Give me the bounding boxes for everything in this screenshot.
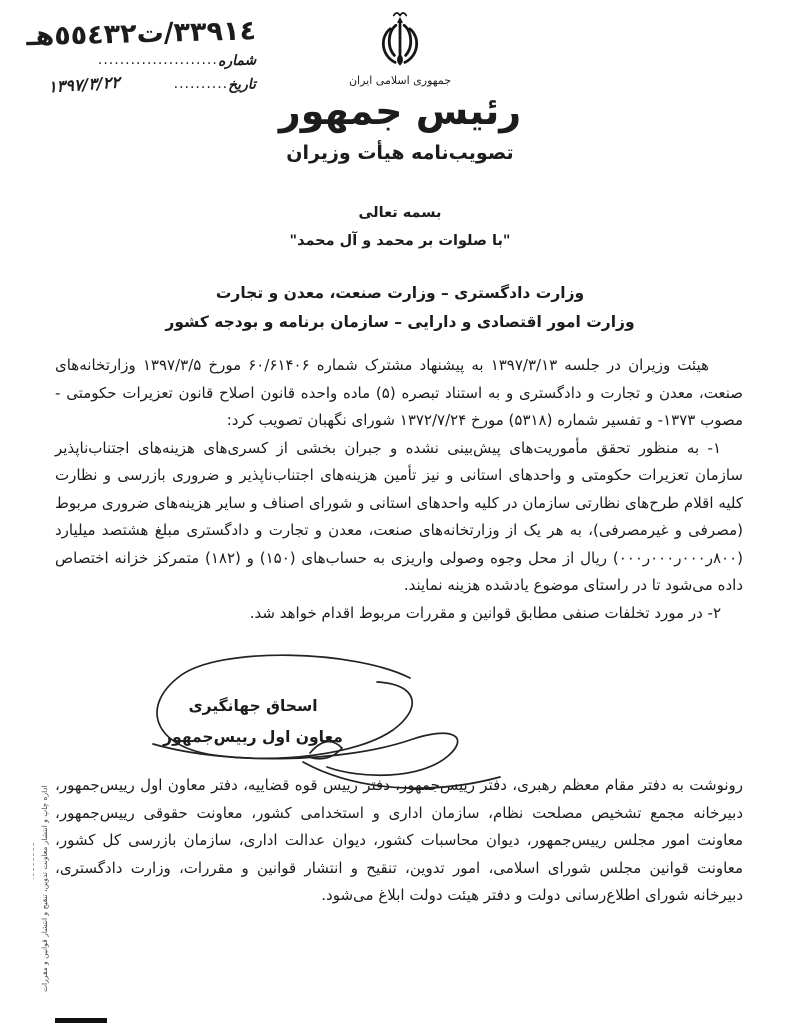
addressee-lines: [0, 279, 800, 337]
signature-block: [148, 697, 358, 746]
handwritten-document-number: ٣٣٩١٤/ت٥٥٤٣٢هـ: [25, 15, 257, 53]
bottom-left-registration-bar: [55, 1018, 107, 1023]
besmele-line: بسمه تعالی: [358, 205, 442, 221]
number-label: شماره: [217, 52, 257, 70]
clause-2-paragraph: ۲- در مورد تخلفات صنفی مطابق قوانین و مقررات مربوط اقدام خواهد شد.: [249, 603, 721, 622]
addressee-line-2: وزارت امور اقتصادی و دارایی – سازمان برنامه و بودجه کشور: [165, 313, 635, 331]
left-margin-print-note: اداره چاپ و انتشار معاونت تدوین، تنقیح و انتشار قوانین و مقررات: [40, 785, 49, 992]
intro-paragraph: هیئت وزیران در جلسه ۱۳۹۷/۳/۱۳ به پیشنهاد مشترک شماره ۶۰/۶۱۴۰۶ مورخ ۱۳۹۷/۳/۵ وزارتخانه‌های صنعت، معدن و تجارت و دادگستری و به استناد تبصره (۵) ماده واحده قانون اصلاح قانون تعزیرات حکومتی - مصوب ۱۳۷۳- و تفسیر شماره (۵۳۱۸) مورخ ۱۳۷۲/۷/۲۴ شورای نگهبان تصویب کرد:: [55, 356, 743, 429]
clause-1-paragraph: ۱- به منظور تحقق مأموریت‌های پیش‌بینی نشده و جبران بخشی از کسری‌های هزینه‌های اجتناب‌ناپذیر سازمان تعزیرات حکومتی و واحدهای استانی و نیز تأمین هزینه‌های اجتناب‌ناپذیر و ضروری بازرسی و نظارت کلیه اقلام طرح‌های نظارتی سازمان در کلیه واحدهای استانی و شورای اصناف و سایر هزینه‌های ضروری مربوط (مصرفی و غیرمصرفی)، به هر یک از وزارتخانه‌های صنعت، معدن و تجارت و دادگستری مبلغ هشتصد میلیارد (۸۰۰ر۰۰۰ر۰۰۰ر۰۰۰) ریال از محل وجوه وصولی واریزی به حساب‌های (۱۵۰) و (۱۸۲) متمرکز خزانه اختصاص داده می‌شود تا در راستای موضوع یادشده هزینه نمایند.: [55, 438, 743, 594]
salawat-line: "با صلوات بر محمد و آل محمد": [289, 233, 511, 249]
signer-name: اسحاق جهانگیری: [188, 697, 318, 715]
addressee-line-1: وزارت دادگستری – وزارت صنعت، معدن و تجارت: [215, 284, 585, 302]
document-type-title: تصویب‌نامه هیأت وزیران: [286, 141, 514, 164]
letterhead: [0, 10, 800, 165]
left-margin-tick-line: [33, 843, 34, 879]
decree-body: [55, 352, 743, 627]
iran-emblem-icon: [372, 10, 428, 74]
signer-title: معاون اول رییس‌جمهور: [163, 728, 343, 746]
date-label: تاریخ: [227, 76, 257, 94]
number-dotted-line: ......................: [97, 52, 218, 68]
handwritten-date: ١٣٩٧/٣/٢٢: [47, 72, 121, 97]
country-name: جمهوری اسلامی ایران: [348, 74, 452, 88]
office-title: رئیس جمهور: [278, 89, 522, 134]
cc-paragraph: رونوشت به دفتر مقام معظم رهبری، دفتر رییس‌جمهور، دفتر رییس قوه قضاییه، دفتر معاون اول رییس‌جمهور، دبیرخانه مجمع تشخیص مصلحت نظام، سازمان اداری و استخدامی کشور، معاونت حقوقی رییس‌جمهور، معاونت امور مجلس رییس‌جمهور، دیوان محاسبات کشور، دیوان عدالت اداری، سازمان بازرسی کل کشور، معاونت قوانین مجلس شورای اسلامی، امور تدوین، تنقیح و انتشار قوانین و مقررات، وزارت دادگستری، دبیرخانه شورای اطلاع‌رسانی دولت و دفتر هیئت دولت ابلاغ می‌شود.: [55, 776, 743, 904]
date-dotted-line: ..........: [173, 76, 229, 92]
